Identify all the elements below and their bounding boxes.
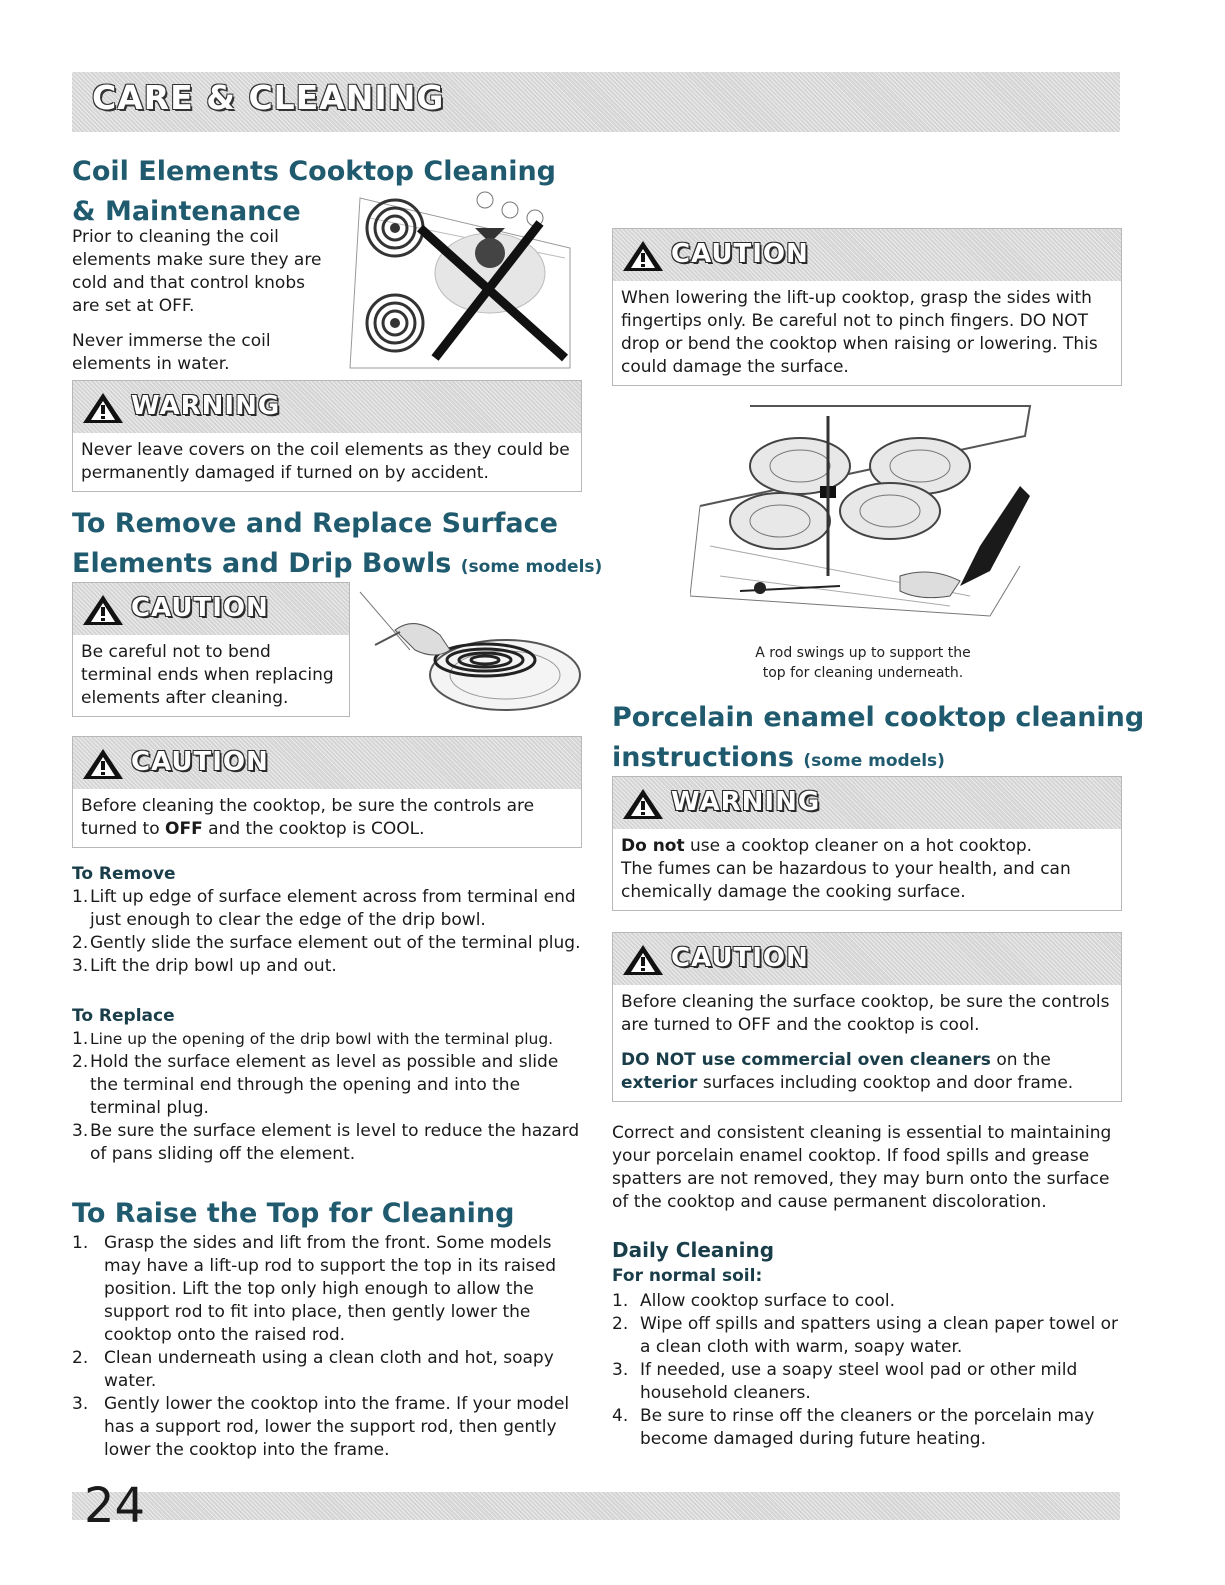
section-header-bar bbox=[72, 72, 1120, 132]
caution-label: CAUTION bbox=[131, 747, 269, 777]
hand-with-cloth-icon bbox=[900, 572, 960, 598]
warning-line bbox=[621, 835, 1113, 858]
list-number: 3. bbox=[612, 1360, 629, 1380]
caution-box-oven-cleaners bbox=[612, 932, 1122, 1102]
list-text: Wipe off spills and spatters using a clean paper towel or a clean cloth with warm, soapy water. bbox=[640, 1314, 1118, 1357]
coil-cooktop-illustration bbox=[340, 188, 580, 373]
list-number: 2. bbox=[72, 1052, 89, 1072]
footer-bar bbox=[72, 1492, 1120, 1520]
list-item bbox=[72, 1028, 584, 1051]
caution-line: terminal ends when replacing bbox=[81, 665, 334, 685]
list-text: Be sure the surface element is level to reduce the hazard of pans sliding off the element. bbox=[90, 1121, 580, 1164]
list-number: 1. bbox=[612, 1291, 629, 1311]
list-text: Gently lower the cooktop into the frame. If your model has a support rod, lower the support rod, then gently lower the cooktop into the frame. bbox=[104, 1394, 570, 1460]
figure-caption bbox=[718, 643, 1008, 683]
list-number: 1. bbox=[72, 887, 89, 907]
list-text: Hold the surface element as level as possible and slide the terminal end through the opening and into the terminal plug. bbox=[90, 1052, 559, 1118]
caution-header bbox=[73, 583, 349, 635]
to-replace-list bbox=[72, 1028, 584, 1166]
caution-text bbox=[613, 985, 1121, 1101]
warning-line: permanently damaged if turned on by accident. bbox=[81, 463, 489, 483]
caption-line: A rod swings up to support the bbox=[755, 645, 971, 661]
hand-icon bbox=[395, 624, 450, 655]
caution-triangle-icon bbox=[81, 747, 125, 781]
warning-header bbox=[613, 777, 1121, 829]
caution-text-segment: turned to bbox=[81, 819, 166, 839]
porcelain-heading-line1: Porcelain enamel cooktop cleaning bbox=[612, 702, 1145, 733]
warning-label: WARNING bbox=[671, 787, 821, 817]
list-text: If needed, use a soapy steel wool pad or other mild household cleaners. bbox=[640, 1360, 1078, 1403]
caution-header bbox=[73, 737, 581, 789]
list-number: 2. bbox=[72, 1348, 89, 1368]
list-text: Gently slide the surface element out of the terminal plug. bbox=[90, 933, 581, 953]
warning-text bbox=[73, 433, 581, 491]
caution-triangle-icon bbox=[621, 943, 665, 977]
caution-label: CAUTION bbox=[671, 943, 809, 973]
coil-burner-top bbox=[367, 200, 423, 256]
list-number: 2. bbox=[72, 933, 89, 953]
warning-header bbox=[73, 381, 581, 433]
warning-box-hot-cooktop bbox=[612, 776, 1122, 911]
caution-line bbox=[621, 1049, 1113, 1072]
raised-cooktop-illustration bbox=[690, 396, 1036, 628]
caution-line bbox=[81, 818, 573, 841]
coil-paragraph-1 bbox=[72, 226, 342, 318]
list-number: 3. bbox=[72, 1394, 89, 1414]
list-text: Lift the drip bowl up and out. bbox=[90, 956, 337, 976]
caution-line: drop or bend the cooktop when raising or lowering. This bbox=[621, 334, 1098, 354]
coil-para1-line: are set at OFF. bbox=[72, 296, 195, 316]
caution-label: CAUTION bbox=[671, 239, 809, 269]
porcelain-heading-line2: instructions bbox=[612, 742, 794, 773]
coil-heading-line1: Coil Elements Cooktop Cleaning bbox=[72, 156, 557, 187]
coil-para1-line: Prior to cleaning the coil bbox=[72, 227, 279, 247]
list-text: Line up the opening of the drip bowl with the terminal plug. bbox=[90, 1030, 554, 1048]
caution-line bbox=[621, 1072, 1113, 1095]
warning-line: The fumes can be hazardous to your health, and can bbox=[621, 859, 1071, 879]
list-number: 2. bbox=[612, 1314, 629, 1334]
coil-para1-line: cold and that control knobs bbox=[72, 273, 305, 293]
coil-para2-line: elements in water. bbox=[72, 354, 230, 374]
caution-triangle-icon bbox=[621, 239, 665, 273]
list-number: 4. bbox=[612, 1406, 629, 1426]
caution-box-controls-off bbox=[72, 736, 582, 848]
caution-text bbox=[73, 635, 349, 716]
caution-line: Before cleaning the surface cooktop, be sure the controls bbox=[621, 992, 1110, 1012]
caution-box-terminal-ends bbox=[72, 582, 350, 717]
warning-triangle-icon bbox=[81, 391, 125, 425]
drip-bowls bbox=[730, 438, 970, 549]
caution-emphasis: OFF bbox=[165, 819, 203, 839]
caution-line: are turned to OFF and the cooktop is cool. bbox=[621, 1015, 980, 1035]
caution-label: CAUTION bbox=[131, 593, 269, 623]
list-text: Allow cooktop surface to cool. bbox=[640, 1291, 896, 1311]
list-text: Grasp the sides and lift from the front. Some models may have a lift-up rod to support the top in its raised position. Lift the top only high enough to allow the support rod to fit into place, then gently lower the cooktop onto the raised rod. bbox=[104, 1233, 556, 1345]
list-item bbox=[612, 1313, 1120, 1359]
caution-box-lift-up-cooktop bbox=[612, 228, 1122, 386]
arm-sleeve bbox=[960, 486, 1030, 586]
warning-text bbox=[613, 829, 1121, 910]
caption-line: top for cleaning underneath. bbox=[762, 665, 964, 681]
raise-top-list bbox=[72, 1232, 584, 1462]
list-item bbox=[72, 932, 584, 955]
caution-emphasis: exterior bbox=[621, 1073, 698, 1093]
daily-cleaning-heading: Daily Cleaning bbox=[612, 1238, 775, 1262]
page-number: 24 bbox=[84, 1478, 146, 1534]
caution-line: Be careful not to bend bbox=[81, 642, 271, 662]
normal-soil-subheading: For normal soil: bbox=[612, 1266, 763, 1286]
caution-text bbox=[73, 789, 581, 847]
warning-text-segment: use a cooktop cleaner on a hot cooktop. bbox=[684, 836, 1033, 856]
coil-para1-line: elements make sure they are bbox=[72, 250, 322, 270]
warning-emphasis: Do not bbox=[621, 836, 685, 856]
control-knobs bbox=[477, 192, 543, 226]
raise-top-heading: To Raise the Top for Cleaning bbox=[72, 1198, 515, 1229]
caution-line: fingertips only. Be careful not to pinch fingers. DO NOT bbox=[621, 311, 1089, 331]
coil-heading-line2: & Maintenance bbox=[72, 196, 301, 227]
caution-line: Before cleaning the cooktop, be sure the controls are bbox=[81, 796, 535, 816]
caution-header bbox=[613, 229, 1121, 281]
daily-cleaning-list bbox=[612, 1290, 1120, 1451]
list-item bbox=[612, 1359, 1120, 1405]
warning-box-covers bbox=[72, 380, 582, 492]
section-title: CARE & CLEANING bbox=[92, 78, 445, 117]
to-remove-list bbox=[72, 886, 584, 978]
warning-label: WARNING bbox=[131, 391, 281, 421]
list-item bbox=[72, 1393, 584, 1462]
warning-triangle-icon bbox=[621, 787, 665, 821]
caution-triangle-icon bbox=[81, 593, 125, 627]
list-item bbox=[72, 1232, 584, 1347]
caution-text-segment: on the bbox=[990, 1050, 1051, 1070]
list-item bbox=[72, 1120, 584, 1166]
list-text: Clean underneath using a clean cloth and hot, soapy water. bbox=[104, 1348, 554, 1391]
list-number: 3. bbox=[72, 1121, 89, 1141]
list-number: 3. bbox=[72, 956, 89, 976]
list-item bbox=[72, 1051, 584, 1120]
to-replace-heading: To Replace bbox=[72, 1006, 175, 1026]
caution-line: When lowering the lift-up cooktop, grasp the sides with bbox=[621, 288, 1092, 308]
list-text: Be sure to rinse off the cleaners or the porcelain may become damaged during future heating. bbox=[640, 1406, 1095, 1449]
coil-burner-bottom bbox=[367, 295, 423, 351]
caution-line: elements after cleaning. bbox=[81, 688, 289, 708]
list-item bbox=[612, 1290, 1120, 1313]
caution-text-segment: and the cooktop is COOL. bbox=[202, 819, 425, 839]
caution-text bbox=[613, 281, 1121, 385]
list-text: Lift up edge of surface element across from terminal end just enough to clear the edge of the drip bowl. bbox=[90, 887, 576, 930]
list-number: 1. bbox=[72, 1029, 89, 1049]
caution-header bbox=[613, 933, 1121, 985]
remove-replace-heading bbox=[72, 504, 602, 587]
list-item bbox=[72, 886, 584, 932]
porcelain-paragraph: Correct and consistent cleaning is essential to maintaining your porcelain enamel cooktop. If food spills and grease spatters are not removed, they may burn onto the surface of the cooktop and cause permanent discoloration. bbox=[612, 1123, 1112, 1212]
caution-emphasis: DO NOT use commercial oven cleaners bbox=[621, 1050, 991, 1070]
caution-text-segment: surfaces including cooktop and door frame. bbox=[697, 1073, 1074, 1093]
remove-replace-heading-line1: To Remove and Replace Surface bbox=[72, 508, 558, 539]
porcelain-heading bbox=[612, 698, 1144, 781]
warning-line: Never leave covers on the coil elements as they could be bbox=[81, 440, 570, 460]
list-number: 1. bbox=[72, 1233, 89, 1253]
remove-replace-heading-line2: Elements and Drip Bowls bbox=[72, 548, 452, 579]
remove-replace-heading-note: (some models) bbox=[460, 557, 603, 577]
list-item bbox=[72, 955, 584, 978]
list-item bbox=[612, 1405, 1120, 1451]
coil-para2-line: Never immerse the coil bbox=[72, 331, 271, 351]
caution-line: could damage the surface. bbox=[621, 357, 849, 377]
porcelain-heading-note: (some models) bbox=[803, 751, 945, 771]
warning-line: chemically damage the cooking surface. bbox=[621, 882, 966, 902]
list-item bbox=[72, 1347, 584, 1393]
coil-paragraph-2 bbox=[72, 330, 342, 376]
hand-lifting-coil-illustration bbox=[355, 590, 583, 715]
to-remove-heading: To Remove bbox=[72, 864, 176, 884]
